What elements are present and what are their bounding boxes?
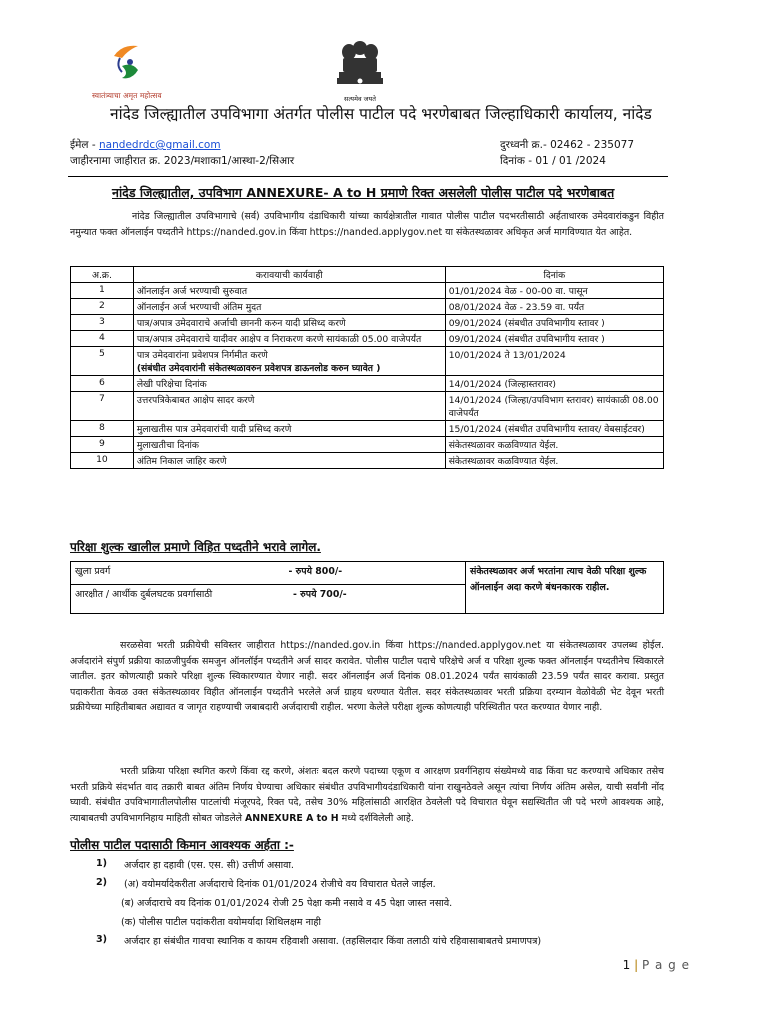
- fee-heading: परिक्षा शुल्क खालील प्रमाणे विहित पध्दतीने भरावे लागेल.: [70, 540, 321, 554]
- schedule-sn: 9: [98, 438, 105, 449]
- col-header-sn: अ.क्र.: [71, 267, 134, 283]
- intro-paragraph: नांदेड जिल्ह्यातील उपविभागाचे (सर्व) उपविभागीय दंडाधिकारी यांच्या कार्यक्षेत्रातील गावात पोलीस पाटील पदभरतीसाठी अर्हताधारक उमेदवारांकडुन विहीत नमुन्यात फक्त ऑनलाईन पध्दतीने https://nanded.gov.in किंवा https://nanded.applygov.net या संकेतस्थळावर अधिकृत अर्ज मागविण्यात येत आहेत.: [70, 211, 664, 238]
- header-divider: [68, 176, 668, 177]
- schedule-sn: 8: [98, 422, 105, 433]
- schedule-sn: 6: [98, 377, 105, 388]
- col-header-action: करावयाची कार्यवाही: [133, 267, 445, 283]
- page-footer: [623, 958, 690, 972]
- schedule-action: मुलाखतीचा दिनांक: [136, 440, 199, 451]
- schedule-action: मुलाखतीस पात्र उमेदवारांची यादी प्रसिध्द करणे: [136, 424, 292, 435]
- schedule-row: [71, 299, 664, 315]
- schedule-table: [70, 266, 664, 469]
- schedule-date: 09/01/2024 (संबधीत उपविभागीय स्तावर ): [448, 318, 605, 329]
- eligibility-text: अर्जदार हा संबंधीत गावचा स्थानिक व कायम रहिवाशी असावा. (तहसिलदार किंवा तलाठी यांचे रहिवासाबाबतचे प्रमाणपत्र): [124, 936, 542, 947]
- page-title: नांदेड जिल्ह्यातील उपविभागा अंतर्गत पोलीस पाटील पदे भरणेबाबत जिल्हाधिकारी कार्यालय, नांदेड: [110, 105, 652, 123]
- fee-reserved-label: आरक्षीत / आर्थीक दुर्बलघटक प्रवर्गासाठी: [75, 589, 213, 600]
- schedule-sn: 1: [98, 284, 105, 295]
- footer-separator: |: [634, 958, 639, 972]
- paragraph-process: सरळसेवा भरती प्रक्रीयेची सविस्तर जाहीरात https://nanded.gov.in किंवा https://nanded.applygov.net या संकेतस्थळावर उपलब्ध होईल. अर्जदारांने संपुर्ण प्रक्रीया काळजीपुर्वक समजुन ऑनलॉईन पध्दतीने अर्ज सादर करावेत. पोलीस पाटील पदाचे परिक्षेचे अर्ज व परिक्षा शुल्क फक्त ऑनलाईन पध्दतीनेच स्विकारले जातील. इतर कोणत्याही प्रकारे परिक्षा शुल्क स्विकारण्यात येणार नाही. सदर ऑनलाईन अर्ज दिनांक 08.01.2024 पर्यंत सायंकाळी 23.59 पर्यंत सादर करावा. प्रस्तुत पदाकरीता केवळ उक्त संकेतस्थळावर विहीत ऑनलाईन पध्दतीने भरलेले अर्ज ग्राहय धरण्यात येतील. सदर संकेतस्थळावर भरती प्रक्रिया दरम्यान वेळोवेळी भेट देवून भरती प्रक्रीयेच्या माहितीबाबत अद्यावत व जागृत राहण्याची जबाबदारी अर्जदाराची राहील. भरणा केलेले परीक्षा शुल्क कोणत्याही परिस्थितीत परत करण्यात येणार नाही.: [70, 640, 664, 713]
- fee-reserved-amount: - रुपये 700/-: [293, 589, 347, 600]
- schedule-date: 09/01/2024 (संबधीत उपविभागीय स्तावर ): [448, 334, 605, 345]
- fee-note: संकेतस्थळावर अर्ज भरतांना त्याच वेळी परिक्षा शुल्क ऑनलाईन अदा करणे बंधनकारक राहील.: [469, 566, 647, 593]
- amrit-mahotsav-logo: [92, 40, 170, 100]
- schedule-action: पात्र/अपात्र उमेदवाराचे यादीवर आक्षेप व निराकरण करणे सायंकाळी 05.00 वाजेपर्यंत: [136, 334, 422, 345]
- schedule-sn: 4: [98, 332, 105, 343]
- schedule-row: [71, 421, 664, 437]
- eligibility-number: 3): [96, 934, 108, 945]
- schedule-sn: 10: [96, 454, 108, 465]
- col-header-date: दिनांक: [445, 267, 663, 283]
- eligibility-item: [70, 934, 670, 953]
- schedule-date: 14/01/2024 (जिल्हा/उपविभाग स्तरावर) सायंकाळी 08.00 वाजेपर्यंत: [448, 395, 659, 419]
- schedule-header-row: [71, 267, 664, 283]
- paragraph-authority-end: मध्ये दर्शविलेली आहे.: [338, 812, 414, 824]
- eligibility-heading: पोलीस पाटील पदासाठी किमान आवश्यक अर्हता :-: [70, 838, 294, 852]
- eligibility-item: [70, 858, 670, 877]
- schedule-action: पात्र उमेदवारांना प्रवेशपत्र निर्गमीत करणे: [136, 350, 268, 361]
- paragraph-authority: [70, 764, 664, 826]
- advertisement-number: जाहीरनामा जाहीरात क्र. 2023/मशाका1/आस्था-2/सिआर: [70, 155, 295, 167]
- schedule-action: उत्तरपत्रिकेबाबत आक्षेप सादर करणे: [136, 395, 255, 406]
- schedule-date: संकेतस्थळावर कळविण्यात येईल.: [448, 456, 559, 467]
- eligibility-text: (ब) अर्जदाराचे वय दिनांक 01/01/2024 रोजी 25 पेक्षा कमी नसावे व 45 पेक्षा जास्त नसावे.: [121, 898, 453, 909]
- email-label: ईमेल -: [70, 139, 96, 151]
- schedule-action: अंतिम निकाल जाहिर करणे: [136, 456, 227, 467]
- schedule-row: [71, 347, 664, 376]
- paragraph-authority-text: भरती प्रक्रिया परिक्षा स्थगित करणे किंवा रद्द करणे, अंशतः बदल करणे पदाच्या एकूण व आरक्षण प्रवर्गनिहाय संख्येमध्ये वाढ किंवा घट करण्याचे अधिकार तसेच भरती प्रक्रिये संदर्भात वाद तक्रारी बाबत अंतिम निर्णय घेण्याचा अधिकार संबंधीत उपविभागीयदंडाधिकारी यांना राखुनठेवले असून त्यांचा निर्णय अंतिम असेल, याची सर्वांनी नोंद घ्यावी. संबंधीत उपविभागातीलपोलीस पाटलांची मंजूरपदे, रिक्त पदे, तसेच 30% महिलांसाठी आरक्षित ठेवलेली पदे विचारात घेवून सद्यस्थितीत जी पदे भरणे आवश्यक आहे, त्याबाबतची उपविभागनिहाय माहिती सोबत जोडलेले: [70, 766, 664, 824]
- schedule-row: [71, 315, 664, 331]
- schedule-sn: 5: [98, 348, 105, 359]
- emblem-caption: सत्यमेव जयते: [344, 95, 376, 103]
- schedule-row: [71, 283, 664, 299]
- national-emblem: [330, 38, 390, 103]
- schedule-date: 10/01/2024 ते 13/01/2024: [448, 350, 566, 361]
- schedule-date: 14/01/2024 (जिल्हास्तरावर): [448, 379, 556, 390]
- eligibility-item: [70, 896, 670, 915]
- schedule-date: 01/01/2024 वेळ - 00-00 वा. पासून: [448, 286, 588, 297]
- subtitle: नांदेड जिल्ह्यातील, उपविभाग ANNEXURE- A to H प्रमाणे रिक्त असलेली पोलीस पाटील पदे भरणेबाबत: [112, 185, 615, 200]
- email-line: [70, 138, 221, 152]
- annexure-ref: ANNEXURE A to H: [245, 812, 339, 824]
- document-date: दिनांक - 01 / 01 /2024: [500, 155, 606, 167]
- schedule-date: 08/01/2024 वेळ - 23.59 वा. पर्यंत: [448, 302, 585, 313]
- page-label: P a g e: [641, 958, 690, 972]
- schedule-action: ऑनलाईन अर्ज भरण्याची सुरुवात: [136, 286, 248, 297]
- schedule-row: [71, 331, 664, 347]
- eligibility-number: 1): [96, 858, 108, 869]
- fee-table: [70, 561, 664, 614]
- schedule-sn: 3: [98, 316, 105, 327]
- eligibility-text: (अ) वयोमर्यादेकरीता अर्जदाराचे दिनांक 01/01/2024 रोजीचे वय विचारात घेतले जाईल.: [124, 879, 436, 890]
- schedule-action-note: (संबंधीत उमेदवारांनी संकेतस्थळावरुन प्रवेशपत्र डाऊनलोड करुन घ्यावेत ): [136, 363, 381, 374]
- eligibility-text: अर्जदार हा दहावी (एस. एस. सी) उत्तीर्ण असावा.: [124, 860, 294, 871]
- eligibility-text: (क) पोलीस पाटील पदांकरीता वयोमर्यादा शिथिलक्षम नाही: [121, 917, 321, 928]
- schedule-row: [71, 376, 664, 392]
- schedule-action: ऑनलाईन अर्ज भरण्याची अंतिम मुदत: [136, 302, 262, 313]
- logo-caption: स्वातंत्र्याचा अमृत महोत्सव: [92, 91, 162, 100]
- schedule-row: [71, 437, 664, 453]
- eligibility-item: [70, 877, 670, 896]
- fee-row: [71, 562, 664, 585]
- phone-number: दुरध्वनी क्र.- 02462 - 235077: [500, 139, 635, 151]
- fee-open-amount: - रुपये 800/-: [288, 566, 343, 577]
- email-link[interactable]: nandedrdc@gmail.com: [99, 139, 221, 151]
- schedule-sn: 2: [98, 300, 105, 311]
- schedule-row: [71, 392, 664, 421]
- eligibility-number: 2): [96, 877, 108, 888]
- schedule-date: 15/01/2024 (संबधीत उपविभागीय स्तावर/ वेबसाईटवर): [448, 424, 645, 435]
- schedule-row: [71, 453, 664, 469]
- schedule-date: संकेतस्थळावर कळविण्यात येईल.: [448, 440, 559, 451]
- page-number: 1: [622, 958, 631, 972]
- eligibility-item: [70, 915, 670, 934]
- schedule-action: पात्र/अपात्र उमेदवाराचे अर्जाची छाननी करुन यादी प्रसिध्द करणे: [136, 318, 346, 329]
- eligibility-list: [70, 858, 670, 953]
- schedule-action: लेखी परिक्षेचा दिनांक: [136, 379, 207, 390]
- schedule-sn: 7: [98, 393, 105, 404]
- fee-open-label: खुला प्रवर्ग: [75, 566, 111, 577]
